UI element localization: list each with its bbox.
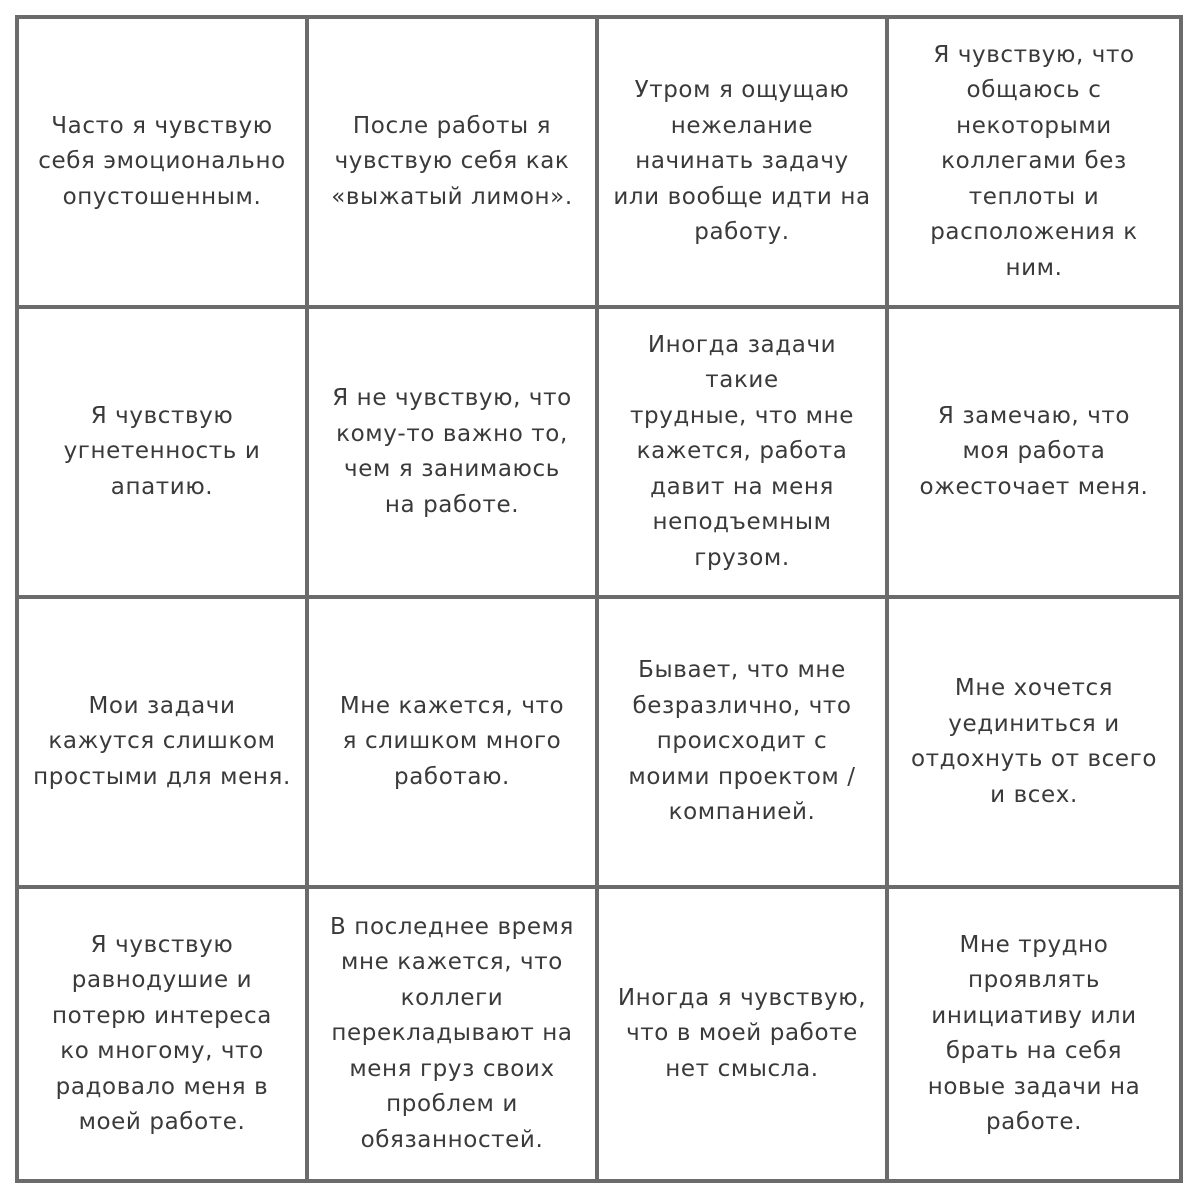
grid-cell [889, 19, 1179, 309]
cell-text: Я чувствую, что общаюсь с некоторыми коллегами без теплоты и расположения к ним. [930, 41, 1138, 281]
grid-cell [309, 599, 599, 889]
cell-text: Иногда я чувствую, что в моей работе нет смысла. [617, 984, 867, 1082]
grid-cell [889, 309, 1179, 599]
grid-cell [599, 889, 889, 1179]
cell-text: Я чувствую равнодушие и потерю интереса ко многому, что радовало меня в моей работе. [52, 931, 272, 1135]
cell-text: Мне хочется уединиться и отдохнуть от всего и всех. [910, 675, 1158, 808]
grid-cell [889, 599, 1179, 889]
cell-text: Я не чувствую, что кому-то важно то, чем я занимаюсь на работе. [332, 385, 572, 518]
cell-text: Утром я ощущаю нежелание начинать задачу или вообще идти на работу. [613, 77, 871, 246]
grid-cell [19, 19, 309, 309]
cell-text: Мне кажется, что я слишком много работаю. [339, 692, 565, 790]
grid-cell [19, 309, 309, 599]
statement-grid [15, 15, 1183, 1183]
grid-cell [889, 889, 1179, 1179]
cell-text: Иногда задачи такие трудные, что мне кажется, работа давит на меня неподъемным грузом. [630, 331, 854, 571]
grid-cell [599, 19, 889, 309]
cell-text: Мне трудно проявлять инициативу или брать на себя новые задачи на работе. [927, 931, 1141, 1135]
cell-text: Я замечаю, что моя работа ожесточает меня. [919, 402, 1149, 500]
cell-text: Я чувствую угнетенность и апатию. [63, 402, 261, 500]
grid-cell [19, 599, 309, 889]
grid-cell [599, 599, 889, 889]
grid-cell [309, 309, 599, 599]
grid-cell [309, 889, 599, 1179]
grid-cell [19, 889, 309, 1179]
cell-text: Часто я чувствую себя эмоционально опустошенным. [38, 112, 286, 210]
grid-cell [599, 309, 889, 599]
grid-cell [309, 19, 599, 309]
cell-text: После работы я чувствую себя как «выжатый лимон». [331, 112, 573, 210]
cell-text: В последнее время мне кажется, что коллеги перекладывают на меня груз своих проблем и обязанностей. [330, 913, 574, 1153]
cell-text: Мои задачи кажутся слишком простыми для меня. [33, 692, 291, 790]
cell-text: Бывает, что мне безразлично, что происходит с моими проектом / компанией. [628, 657, 856, 826]
